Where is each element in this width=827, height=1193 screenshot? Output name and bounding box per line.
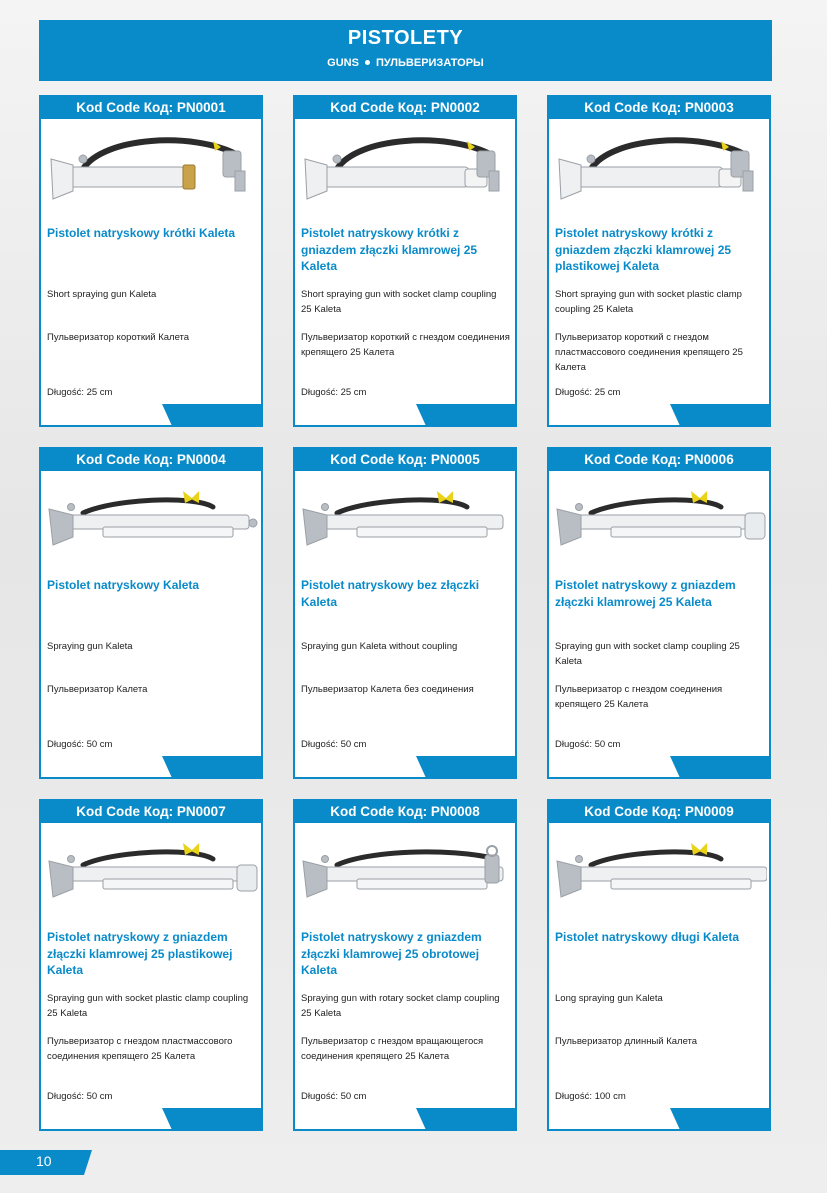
product-title-en: Spraying gun Kaleta (47, 641, 133, 652)
card-corner-accent (670, 404, 770, 426)
product-image (297, 481, 513, 565)
product-title-ru: Пульверизатор короткий с гнездом пластмассового соединения крепящего 25 Калета (555, 332, 743, 373)
product-image (43, 481, 259, 565)
product-image (297, 833, 513, 917)
product-title-ru: Пульверизатор длинный Калета (555, 1036, 698, 1047)
product-length: Długość: 50 cm (47, 739, 113, 750)
product-length: Długość: 25 cm (47, 387, 113, 398)
product-length: Długość: 25 cm (301, 387, 367, 398)
card-corner-accent (416, 404, 516, 426)
product-title-en: Spraying gun with rotary socket clamp coupling 25 Kaleta (301, 993, 500, 1019)
product-title-pl: Pistolet natryskowy krótki z gniazdem złączki klamrowej 25 plastikowej Kaleta (555, 226, 732, 273)
product-title-pl: Pistolet natryskowy krótki Kaleta (47, 226, 236, 240)
product-title-en: Short spraying gun with socket clamp coupling 25 Kaleta (301, 289, 497, 315)
card-corner-accent (162, 1108, 262, 1130)
product-title-pl: Pistolet natryskowy krótki z gniazdem złączki klamrowej 25 Kaleta (301, 226, 478, 273)
page-title: PISTOLETY (347, 27, 464, 49)
product-length: Długość: 100 cm (555, 1091, 626, 1102)
subtitle-ru: ПУЛЬВЕРИЗАТОРЫ (375, 57, 484, 69)
short-spray-gun-plastic-icon (551, 129, 767, 213)
product-title-ru: Пульверизатор с гнездом пластмассового соединения крепящего 25 Калета (47, 1036, 233, 1062)
card-corner-accent (162, 756, 262, 778)
spray-gun-icon (43, 481, 259, 565)
product-title-en: Short spraying gun Kaleta (47, 289, 157, 300)
product-title-ru: Пульверизатор с гнездом соединения крепящего 25 Калета (555, 684, 723, 710)
product-image (297, 129, 513, 213)
product-card[interactable] (293, 447, 517, 779)
product-card[interactable] (293, 799, 517, 1131)
product-card[interactable] (547, 447, 771, 779)
product-card[interactable] (39, 447, 263, 779)
product-title-ru: Пульверизатор короткий Калета (47, 332, 190, 343)
product-card[interactable] (39, 799, 263, 1131)
product-image (551, 129, 767, 213)
product-image (551, 481, 767, 565)
product-card[interactable] (39, 95, 263, 427)
product-card[interactable] (547, 95, 771, 427)
card-corner-accent (670, 1108, 770, 1130)
long-spray-gun-icon (551, 833, 767, 917)
page-number: 10 (36, 1153, 52, 1169)
card-corner-accent (162, 404, 262, 426)
product-title-pl: Pistolet natryskowy długi Kaleta (555, 930, 740, 944)
product-image (551, 833, 767, 917)
product-title-pl: Pistolet natryskowy z gniazdem złączki klamrowej 25 plastikowej Kaleta (47, 930, 233, 977)
product-title-en: Short spraying gun with socket plastic clamp coupling 25 Kaleta (555, 289, 742, 315)
product-title-ru: Пульверизатор короткий с гнездом соединения крепящего 25 Калета (301, 332, 510, 358)
product-length: Długość: 50 cm (47, 1091, 113, 1102)
product-title-ru: Пульверизатор Калета без соединения (301, 684, 474, 695)
card-corner-accent (416, 1108, 516, 1130)
card-corner-accent (416, 756, 516, 778)
page-subtitle (39, 57, 772, 69)
product-code: Kod Code Код: PN0004 (41, 449, 261, 471)
product-code: Kod Code Код: PN0001 (41, 97, 261, 119)
spray-gun-no-coupling-icon (297, 481, 513, 565)
product-length: Długość: 50 cm (301, 1091, 367, 1102)
product-title-en: Spraying gun with socket plastic clamp coupling 25 Kaleta (47, 993, 249, 1019)
bullet-icon (365, 60, 370, 65)
subtitle-en: GUNS (327, 57, 359, 69)
short-spray-gun-icon (43, 129, 259, 213)
product-title-pl: Pistolet natryskowy z gniazdem złączki klamrowej 25 obrotowej Kaleta (301, 930, 482, 977)
product-length: Długość: 25 cm (555, 387, 621, 398)
product-code: Kod Code Код: PN0002 (295, 97, 515, 119)
product-card[interactable] (293, 95, 517, 427)
product-length: Długość: 50 cm (555, 739, 621, 750)
product-title-pl: Pistolet natryskowy z gniazdem złączki klamrowej 25 Kaleta (555, 578, 736, 609)
product-image (43, 833, 259, 917)
product-title-en: Spraying gun Kaleta without coupling (301, 641, 458, 652)
card-corner-accent (670, 756, 770, 778)
product-code: Kod Code Код: PN0003 (549, 97, 769, 119)
short-spray-gun-socket-icon (297, 129, 513, 213)
product-title-ru: Пульверизатор Калета (47, 684, 148, 695)
product-code: Kod Code Код: PN0009 (549, 801, 769, 823)
product-card[interactable] (547, 799, 771, 1131)
product-length: Długość: 50 cm (301, 739, 367, 750)
product-code: Kod Code Код: PN0007 (41, 801, 261, 823)
product-title-ru: Пульверизатор с гнездом вращающегося соединения крепящего 25 Калета (301, 1036, 484, 1062)
product-title-en: Long spraying gun Kaleta (555, 993, 663, 1004)
product-title-en: Spraying gun with socket clamp coupling 25 Kaleta (555, 641, 740, 667)
product-code: Kod Code Код: PN0008 (295, 801, 515, 823)
product-title-pl: Pistolet natryskowy Kaleta (47, 578, 200, 592)
product-title-pl: Pistolet natryskowy bez złączki Kaleta (301, 578, 480, 609)
spray-gun-rotary-icon (297, 833, 513, 917)
spray-gun-socket-icon (551, 481, 767, 565)
spray-gun-plastic-icon (43, 833, 259, 917)
product-image (43, 129, 259, 213)
section-header (39, 20, 772, 81)
product-code: Kod Code Код: PN0006 (549, 449, 769, 471)
product-code: Kod Code Код: PN0005 (295, 449, 515, 471)
